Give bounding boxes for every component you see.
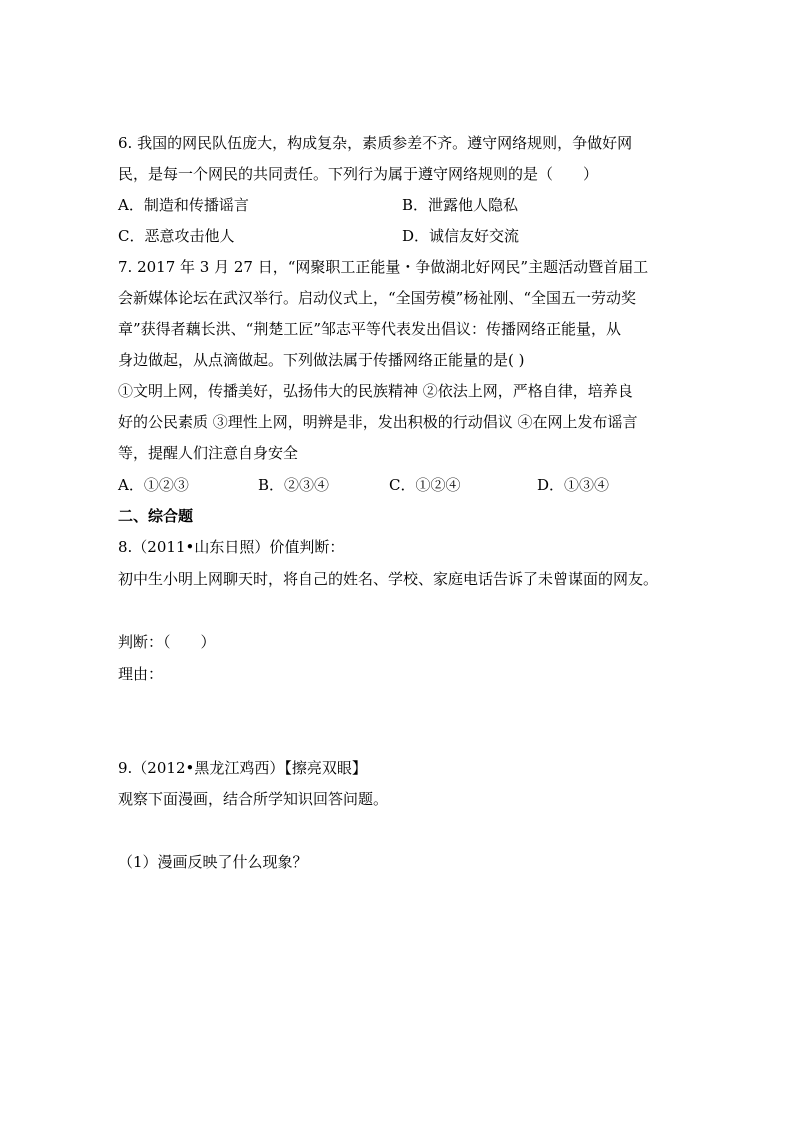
q7-option-b: B．②③④ bbox=[258, 476, 330, 494]
q7-items-line-2: 好的公民素质 ③理性上网，明辨是非，发出积极的行动倡议 ④在网上发布谣言 bbox=[118, 413, 638, 431]
q7-stem-line-1: 7. 2017 年 3 月 27 日，“网聚职工正能量・争做湖北好网民”主题活动暨首届工 bbox=[118, 258, 649, 276]
q6-stem-line-2: 民，是每一个网民的共同责任。下列行为属于遵守网络规则的是（ ） bbox=[118, 165, 599, 183]
q7-stem-line-4: 身边做起，从点滴做起。下列做法属于传播网络正能量的是( ) bbox=[118, 351, 525, 369]
q8-reason: 理由： bbox=[118, 665, 164, 683]
q6-option-b: B．泄露他人隐私 bbox=[402, 196, 519, 214]
q9-sub-question-1: （1）漫画反映了什么现象？ bbox=[118, 853, 308, 871]
q7-option-d: D．①③④ bbox=[537, 476, 610, 494]
q7-stem-line-3: 章”获得者藕长洪、“荆楚工匠”邹志平等代表发出倡议：传播网络正能量，从 bbox=[118, 320, 622, 338]
q9-title: 9.（2012•黑龙江鸡西）【擦亮双眼】 bbox=[118, 759, 367, 777]
q7-items-line-1: ①文明上网，传播美好，弘扬伟大的民族精神 ②依法上网，严格自律，培养良 bbox=[118, 382, 633, 400]
q9-body: 观察下面漫画，结合所学知识回答问题。 bbox=[118, 790, 389, 808]
section-heading: 二、综合题 bbox=[118, 507, 194, 525]
q6-option-a: A．制造和传播谣言 bbox=[118, 196, 249, 214]
q7-option-a: A．①②③ bbox=[118, 476, 189, 494]
q7-stem-line-2: 会新媒体论坛在武汉举行。启动仪式上，“全国劳模”杨祉刚、“全国五一劳动奖 bbox=[118, 289, 637, 307]
q6-option-d: D．诚信友好交流 bbox=[402, 227, 520, 245]
q6-option-c: C．恶意攻击他人 bbox=[118, 227, 235, 245]
q8-body: 初中生小明上网聊天时，将自己的姓名、学校、家庭电话告诉了未曾谋面的网友。 bbox=[118, 570, 659, 588]
q7-items-line-3: 等，提醒人们注意自身安全 bbox=[118, 444, 299, 462]
q6-stem-line-1: 6. 我国的网民队伍庞大，构成复杂，素质参差不齐。遵守网络规则，争做好网 bbox=[118, 134, 633, 152]
q8-judge: 判断：（ ） bbox=[118, 633, 216, 651]
q8-title: 8.（2011•山东日照）价值判断： bbox=[118, 538, 345, 556]
q7-option-c: C．①②④ bbox=[389, 476, 461, 494]
